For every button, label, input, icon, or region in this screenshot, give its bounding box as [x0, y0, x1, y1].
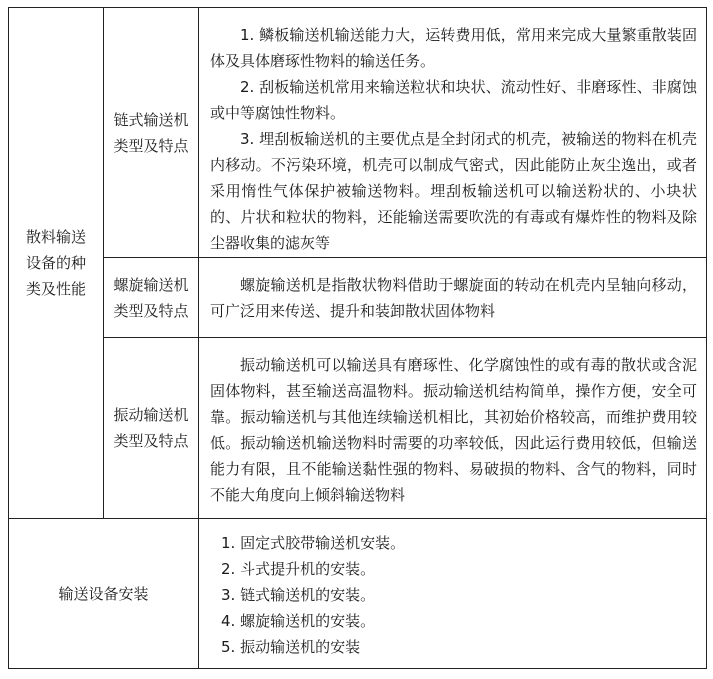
install-list-item: 1. 固定式胶带输送机安装。	[221, 534, 406, 552]
description-paragraph: 螺旋输送机是指散状物料借助于螺旋面的转动在机壳内呈轴向移动，可广泛用来传送、提升和装卸散状固体物料	[210, 276, 697, 320]
type-label-line: 螺旋输送机	[113, 275, 189, 294]
description-paragraph: 3. 埋刮板输送机的主要优点是全封闭式的机壳，被输送的物料在机壳内移动。不污染环境，机壳可以制成气密式，因此能防止灰尘逸出，或者采用惰性气体保护被输送物料。埋刮板输送机可以输送粉状的、小块状的、片状和粒状的物料，还能输送需要吹洗的有毒或有爆炸性的物料及除尘器收集的滤灰等	[210, 130, 697, 252]
install-label: 输送设备安装	[58, 584, 149, 603]
type-label-cell-vibrating	[104, 338, 198, 518]
type-label-line: 类型及特点	[113, 301, 189, 320]
type-label-cell-screw	[104, 258, 198, 337]
content-table	[8, 7, 707, 669]
install-list-item: 2. 斗式提升机的安装。	[221, 560, 376, 578]
install-list-cell	[199, 530, 706, 660]
description-paragraph: 振动输送机可以输送具有磨琢性、化学腐蚀性的或有毒的散状或含泥固体物料，甚至输送高温物料。振动输送机结构简单，操作方便，安全可靠。振动输送机与其他连续输送机相比，其初始价格较高，而维护费用较低。振动输送机输送物料时需要的功率较低，因此运行费用较低，但输送能力有限，且不能输送黏性强的物料、易破损的物料、含气的物料，同时不能大角度向上倾斜输送物料	[210, 356, 697, 504]
install-list-item: 3. 链式输送机的安装。	[221, 586, 376, 604]
type-label-cell-chain	[104, 8, 198, 257]
category-label-cell	[9, 8, 103, 518]
category-label-line: 散料输送	[25, 228, 86, 246]
description-cell-chain	[199, 22, 706, 256]
description-paragraph: 2. 刮板输送机常用来输送粒状和块状、流动性好、非磨琢性、非腐蚀或中等腐蚀性物料。	[210, 78, 697, 122]
category-label-line: 类及性能	[25, 280, 86, 298]
description-paragraph: 1. 鳞板输送机输送能力大，运转费用低，常用来完成大量繁重散装固体及具体磨琢性物料的输送任务。	[210, 26, 697, 70]
category-label-line: 设备的种	[25, 254, 86, 272]
type-label-line: 类型及特点	[113, 136, 189, 155]
type-label-line: 振动输送机	[113, 406, 189, 424]
description-cell-screw	[199, 272, 706, 324]
install-list-item: 5. 振动输送机的安装	[221, 638, 361, 656]
install-list-item: 4. 螺旋输送机的安装。	[221, 612, 376, 630]
install-label-cell	[9, 519, 198, 668]
type-label-line: 链式输送机	[113, 110, 189, 129]
description-cell-vibrating	[199, 352, 706, 508]
type-label-line: 类型及特点	[113, 432, 189, 450]
